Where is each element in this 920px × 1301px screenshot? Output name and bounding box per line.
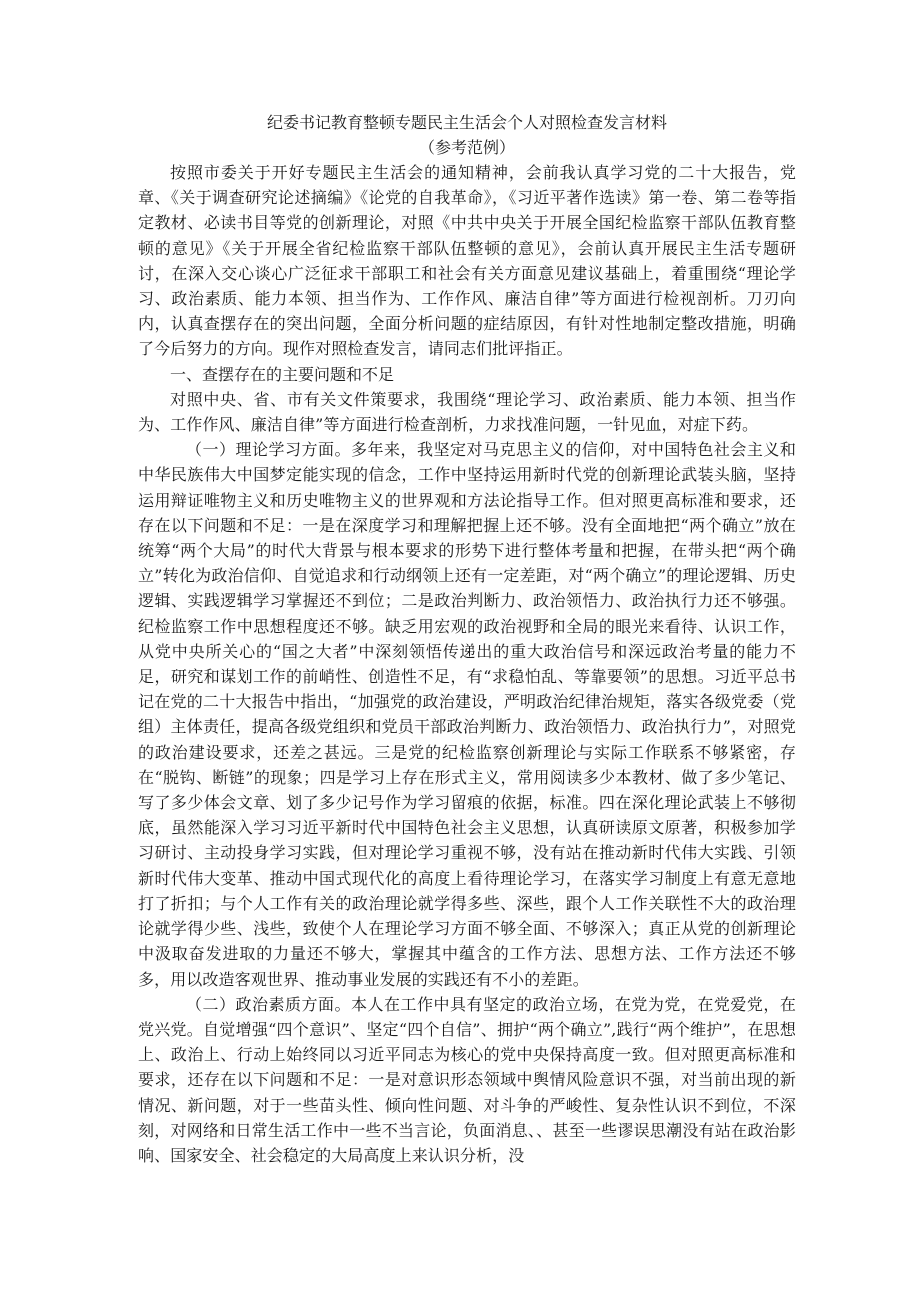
document-page <box>138 110 796 1168</box>
theory-study-paragraph: （一）理论学习方面。多年来，我坚定对马克思主义的信仰，对中国特色社会主义和中华民族伟大中国梦定能实现的信念，工作中坚持运用新时代党的创新理论武装头脑，坚持运用辩证唯物主义和历史唯物主义的世界观和方法论指导工作。但对照更高标准和要求，还存在以下问题和不足：一是在深度学习和理解把握上还不够。没有全面地把“两个确立”放在统筹“两个大局”的时代大背景与根本要求的形势下进行整体考量和把握，在带头把“两个确立”转化为政治信仰、自觉追求和行动纲领上还有一定差距，对“两个确立”的理论逻辑、历史逻辑、实践逻辑学习掌握还不到位；二是政治判断力、政治领悟力、政治执行力还不够强。纪检监察工作中思想程度还不够。缺乏用宏观的政治视野和全局的眼光来看待、认识工作，从党中央所关心的“国之大者”中深刻领悟传递出的重大政治信号和深远政治考量的能力不足，研究和谋划工作的前峭性、创造性不足，有“求稳怕乱、等靠要领”的思想。习近平总书记在党的二十大报告中指出，“加强党的政治建设，严明政治纪律治规矩，落实各级党委（党组）主体责任，提高各级党组织和党员干部政治判断力、政治领悟力、政治执行力”，对照党的政治建设要求，还差之甚远。三是党的纪检监察创新理论与实际工作联系不够紧密，存在“脱钩、断链”的现象；四是学习上存在形式主义，常用阅读多少本教材、做了多少笔记、写了多少体会文章、划了多少记号作为学习留痕的依据，标准。四在深化理论武装上不够彻底，虽然能深入学习习近平新时代中国特色社会主义思想，认真研读原文原著，积极参加学习研讨、主动投身学习实践，但对理论学习重视不够，没有站在推动新时代伟大实践、引领新时代伟大变革、推动中国式现代化的高度上看待理论学习，在落实学习制度上有意无意地打了折扣；与个人工作有关的政治理论就学得多些、深些，跟个人工作关联性不大的政治理论就学得少些、浅些，致使个人在理论学习方面不够全面、不够深入；真正从党的创新理论中汲取奋发进取的力量还不够大，掌握其中蕴含的工作方法、思想方法、工作方法还不够多，用以改造客观世界、推动事业发展的实践还有不小的差距。 <box>138 440 796 989</box>
section-heading-1: 一、查摆存在的主要问题和不足 <box>170 364 395 384</box>
intro-paragraph: 按照市委关于开好专题民主生活会的通知精神，会前我认真学习党的二十大报告，党章、《关于调查研究论述摘编》《论党的自我革命》，《习近平著作选读》第一卷、第二卷等指定教材、必读书目等党的创新理论，对照《中共中央关于开展全国纪检监察干部队伍教育整顿的意见》《关于开展全省纪检监察干部队伍整顿的意见》，会前认真开展民主生活专题研讨，在深入交心谈心广泛征求干部职工和社会有关方面意见建议基础上，着重围绕“理论学习、政治素质、能力本领、担当作为、工作作风、廉洁自律”等方面进行检视剖析。刀刃向内，认真查摆存在的突出问题，全面分析问题的症结原因，有针对性地制定整改措施，明确了今后努力的方向。现作对照检查发言，请同志们批评指正。 <box>138 163 796 359</box>
section-intro-paragraph: 对照中央、省、市有关文件策要求，我围绕“理论学习、政治素质、能力本领、担当作为、工作作风、廉洁自律”等方面进行检查剖析，力求找准问题，一针见血，对症下药。 <box>138 389 796 435</box>
political-quality-paragraph: （二）政治素质方面。本人在工作中具有坚定的政治立场，在党为党，在党爱党，在党兴党。自觉增强“四个意识”、坚定“四个自信”、拥护“两个确立”,践行“两个维护”，在思想上、政治上、行动上始终同以习近平同志为核心的党中央保持高度一致。但对照更高标准和要求，还存在以下问题和不足：一是对意识形态领域中舆情风险意识不强，对当前出现的新情况、新问题，对于一些苗头性、倾向性问题、对斗争的严峻性、复杂性认识不到位，不深刻，对网络和日常生活工作中一些不当言论，负面消息、、甚至一些谬误思潮没有站在政治影响、国家安全、社会稳定的大局高度上来认识分析，没 <box>138 994 796 1165</box>
document-title: 纪委书记教育整顿专题民主生活会个人对照检查发言材料 <box>266 113 667 132</box>
document-subtitle: （参考范例） <box>418 138 515 157</box>
